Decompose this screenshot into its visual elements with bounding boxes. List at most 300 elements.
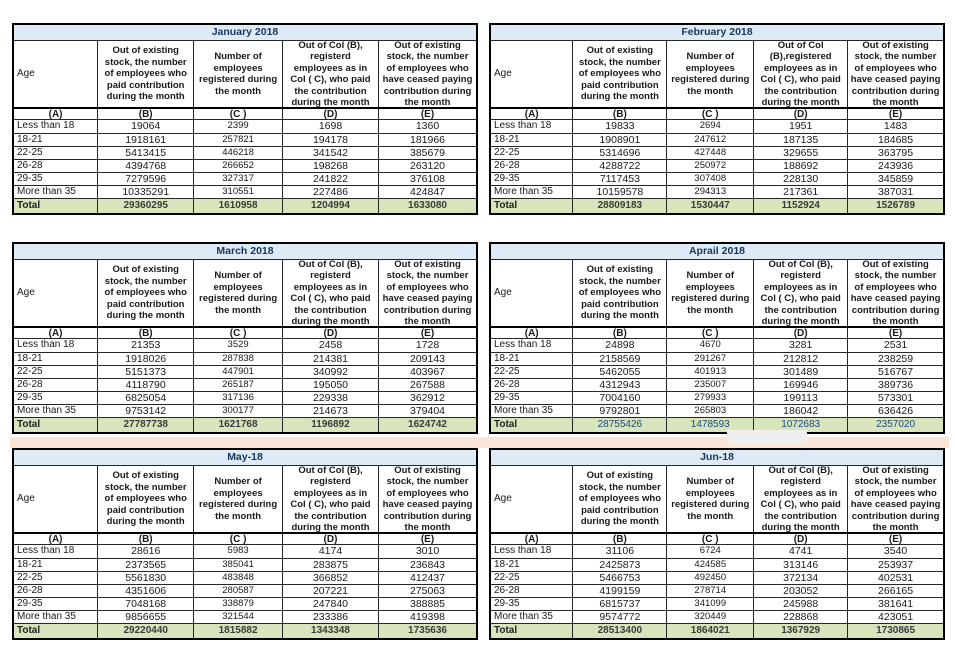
value-cell: 4174 <box>282 545 378 558</box>
value-cell: 203052 <box>753 585 847 597</box>
age-cell: 22-25 <box>494 147 520 158</box>
value-cell: 1918026 <box>97 353 193 365</box>
table-row-jan-feb <box>12 23 945 215</box>
column-header-cell: Out of Col (B), registerd employees as in Col ( C), who paid the contribution during the month <box>753 466 847 532</box>
value-cell: 424847 <box>378 186 476 198</box>
age-cell: Less than 18 <box>494 120 552 131</box>
value-cell: 2458 <box>282 339 378 352</box>
value-cell: 24898 <box>572 339 666 352</box>
data-row <box>14 172 476 185</box>
table-row-may-jun <box>12 448 945 640</box>
header-row <box>491 260 943 326</box>
header-row <box>491 466 943 532</box>
value-cell: 236843 <box>378 559 476 571</box>
total-value-cell: 1152924 <box>753 199 847 213</box>
age-cell: 29-35 <box>17 598 43 609</box>
age-cell: More than 35 <box>494 405 553 416</box>
value-cell: 573301 <box>847 392 943 404</box>
column-letter-cell: (C ) <box>193 328 282 338</box>
month-table <box>489 242 945 434</box>
total-row <box>491 623 943 638</box>
value-cell: 1908901 <box>572 134 666 146</box>
value-cell: 338879 <box>193 598 282 610</box>
value-cell: 402531 <box>847 572 943 584</box>
data-row <box>491 558 943 571</box>
age-cell: Less than 18 <box>494 545 552 556</box>
value-cell: 1698 <box>282 120 378 133</box>
age-header-cell: Age <box>17 287 35 299</box>
data-row <box>491 597 943 610</box>
value-cell: 7048168 <box>97 598 193 610</box>
column-letter-cell: (D) <box>753 328 847 338</box>
total-value-cell: 1196892 <box>282 418 378 432</box>
value-cell: 307408 <box>666 173 753 185</box>
age-cell: 22-25 <box>17 572 43 583</box>
value-cell: 287838 <box>193 353 282 365</box>
month-table <box>12 23 478 215</box>
value-cell: 4741 <box>753 545 847 558</box>
total-label-cell: Total <box>494 625 518 636</box>
value-cell: 403967 <box>378 366 476 378</box>
value-cell: 446218 <box>193 147 282 159</box>
value-cell: 265187 <box>193 379 282 391</box>
column-header-cell: Out of Col (B), registerd employees as in Col ( C), who paid the contribution during the month <box>753 260 847 326</box>
data-row <box>14 159 476 172</box>
value-cell: 257821 <box>193 134 282 146</box>
value-cell: 291267 <box>666 353 753 365</box>
value-cell: 9574772 <box>572 611 666 623</box>
value-cell: 7117453 <box>572 173 666 185</box>
column-header-cell: Out of Col (B), registerd employees as in Col ( C), who paid the contribution during the month <box>282 260 378 326</box>
value-cell: 2158569 <box>572 353 666 365</box>
value-cell: 1728 <box>378 339 476 352</box>
table-title: Aprail 2018 <box>491 244 943 260</box>
data-row <box>14 339 476 352</box>
value-cell: 327317 <box>193 173 282 185</box>
value-cell: 294313 <box>666 186 753 198</box>
data-row <box>14 133 476 146</box>
value-cell: 321544 <box>193 611 282 623</box>
value-cell: 310551 <box>193 186 282 198</box>
value-cell: 3529 <box>193 339 282 352</box>
table-title: March 2018 <box>14 244 476 260</box>
value-cell: 483848 <box>193 572 282 584</box>
value-cell: 2425873 <box>572 559 666 571</box>
value-cell: 2694 <box>666 120 753 133</box>
value-cell: 228868 <box>753 611 847 623</box>
value-cell: 4288722 <box>572 160 666 172</box>
value-cell: 1483 <box>847 120 943 133</box>
data-row <box>14 597 476 610</box>
value-cell: 376108 <box>378 173 476 185</box>
gray-artifact <box>727 430 807 444</box>
value-cell: 447901 <box>193 366 282 378</box>
column-letter-cell: (B) <box>97 109 193 119</box>
data-row <box>491 352 943 365</box>
month-table <box>489 23 945 215</box>
value-cell: 229338 <box>282 392 378 404</box>
value-cell: 424585 <box>666 559 753 571</box>
value-cell: 313146 <box>753 559 847 571</box>
data-row <box>491 571 943 584</box>
value-cell: 19064 <box>97 120 193 133</box>
value-cell: 198268 <box>282 160 378 172</box>
total-value-cell: 28513400 <box>572 624 666 638</box>
column-letter-cell: (E) <box>847 534 943 544</box>
value-cell: 28616 <box>97 545 193 558</box>
column-letter-cell: (C ) <box>666 328 753 338</box>
column-header-cell: Out of Col (B), registerd employees as in Col ( C), who paid the contribution during the month <box>282 41 378 107</box>
value-cell: 10159578 <box>572 186 666 198</box>
value-cell: 279933 <box>666 392 753 404</box>
value-cell: 4670 <box>666 339 753 352</box>
age-header-cell: Age <box>494 68 512 80</box>
column-header-cell: Out of existing stock, the number of employees who have ceased paying contribution during the month <box>378 466 476 532</box>
data-row <box>491 404 943 417</box>
total-value-cell: 1621768 <box>193 418 282 432</box>
column-header-cell: Out of existing stock, the number of employees who paid contribution during the month <box>572 466 666 532</box>
header-row <box>491 41 943 107</box>
value-cell: 186042 <box>753 405 847 417</box>
total-value-cell: 1072683 <box>753 418 847 432</box>
value-cell: 214381 <box>282 353 378 365</box>
total-row <box>491 198 943 213</box>
age-header-cell: Age <box>17 68 35 80</box>
column-header-cell: Out of existing stock, the number of employees who paid contribution during the month <box>572 260 666 326</box>
value-cell: 247840 <box>282 598 378 610</box>
value-cell: 320449 <box>666 611 753 623</box>
total-label-cell: Total <box>494 200 518 211</box>
value-cell: 4199159 <box>572 585 666 597</box>
table-title: Jun-18 <box>491 450 943 466</box>
column-header-cell: Out of existing stock, the number of employees who have ceased paying contribution during the month <box>378 41 476 107</box>
table-row-mar-apr <box>12 242 945 434</box>
age-cell: 29-35 <box>17 173 43 184</box>
value-cell: 412437 <box>378 572 476 584</box>
data-row <box>14 378 476 391</box>
value-cell: 233386 <box>282 611 378 623</box>
header-row <box>14 466 476 532</box>
total-value-cell: 1343348 <box>282 624 378 638</box>
value-cell: 1918161 <box>97 134 193 146</box>
value-cell: 235007 <box>666 379 753 391</box>
value-cell: 275063 <box>378 585 476 597</box>
data-row <box>14 352 476 365</box>
value-cell: 194178 <box>282 134 378 146</box>
age-cell: 18-21 <box>494 353 520 364</box>
value-cell: 280587 <box>193 585 282 597</box>
value-cell: 9792801 <box>572 405 666 417</box>
column-letter-cell: (A) <box>524 109 539 119</box>
value-cell: 387031 <box>847 186 943 198</box>
value-cell: 278714 <box>666 585 753 597</box>
column-letter-cell: (A) <box>524 328 539 338</box>
data-row <box>14 545 476 558</box>
value-cell: 207221 <box>282 585 378 597</box>
age-header-cell: Age <box>494 287 512 299</box>
value-cell: 214673 <box>282 405 378 417</box>
data-row <box>491 172 943 185</box>
value-cell: 6825054 <box>97 392 193 404</box>
value-cell: 2399 <box>193 120 282 133</box>
data-row <box>491 185 943 198</box>
value-cell: 263120 <box>378 160 476 172</box>
column-header-cell: Out of existing stock, the number of employees who have ceased paying contribution during the month <box>378 260 476 326</box>
value-cell: 181966 <box>378 134 476 146</box>
column-letter-cell: (E) <box>847 109 943 119</box>
column-letter-cell: (C ) <box>666 109 753 119</box>
value-cell: 5466753 <box>572 572 666 584</box>
value-cell: 341542 <box>282 147 378 159</box>
value-cell: 266165 <box>847 585 943 597</box>
value-cell: 6724 <box>666 545 753 558</box>
value-cell: 5983 <box>193 545 282 558</box>
value-cell: 7279596 <box>97 173 193 185</box>
column-letter-row <box>14 326 476 339</box>
value-cell: 195050 <box>282 379 378 391</box>
value-cell: 188692 <box>753 160 847 172</box>
value-cell: 241822 <box>282 173 378 185</box>
column-letter-cell: (D) <box>282 328 378 338</box>
total-value-cell: 29220440 <box>97 624 193 638</box>
value-cell: 372134 <box>753 572 847 584</box>
column-header-cell: Out of existing stock, the number of employees who paid contribution during the month <box>572 41 666 107</box>
data-row <box>491 133 943 146</box>
total-value-cell: 1478593 <box>666 418 753 432</box>
age-cell: 22-25 <box>494 366 520 377</box>
column-header-cell: Number of employees registered during the month <box>666 466 753 532</box>
total-label-cell: Total <box>17 625 41 636</box>
value-cell: 385041 <box>193 559 282 571</box>
data-row <box>491 378 943 391</box>
value-cell: 266652 <box>193 160 282 172</box>
value-cell: 427448 <box>666 147 753 159</box>
value-cell: 329655 <box>753 147 847 159</box>
age-cell: 26-28 <box>17 160 43 171</box>
total-value-cell: 1633080 <box>378 199 476 213</box>
value-cell: 21353 <box>97 339 193 352</box>
column-header-cell: Number of employees registered during the month <box>666 41 753 107</box>
age-cell: More than 35 <box>17 611 76 622</box>
value-cell: 401913 <box>666 366 753 378</box>
data-row <box>14 391 476 404</box>
total-row <box>14 623 476 638</box>
age-cell: 18-21 <box>494 134 520 145</box>
value-cell: 385679 <box>378 147 476 159</box>
age-cell: 18-21 <box>17 353 43 364</box>
data-row <box>14 404 476 417</box>
value-cell: 10335291 <box>97 186 193 198</box>
value-cell: 199113 <box>753 392 847 404</box>
column-letter-cell: (B) <box>572 328 666 338</box>
total-value-cell: 2357020 <box>847 418 943 432</box>
value-cell: 187135 <box>753 134 847 146</box>
value-cell: 4394768 <box>97 160 193 172</box>
value-cell: 253937 <box>847 559 943 571</box>
column-header-cell: Out of existing stock, the number of employees who have ceased paying contribution during the month <box>847 260 943 326</box>
value-cell: 212812 <box>753 353 847 365</box>
age-cell: 26-28 <box>494 379 520 390</box>
column-letter-cell: (B) <box>572 109 666 119</box>
value-cell: 209143 <box>378 353 476 365</box>
data-row <box>491 610 943 623</box>
value-cell: 2531 <box>847 339 943 352</box>
value-cell: 3281 <box>753 339 847 352</box>
value-cell: 3010 <box>378 545 476 558</box>
column-letter-cell: (B) <box>97 534 193 544</box>
value-cell: 492450 <box>666 572 753 584</box>
column-letter-row <box>491 107 943 120</box>
column-letter-cell: (A) <box>48 109 63 119</box>
age-cell: 22-25 <box>17 366 43 377</box>
value-cell: 423051 <box>847 611 943 623</box>
data-row <box>14 584 476 597</box>
total-value-cell: 1730865 <box>847 624 943 638</box>
data-row <box>491 159 943 172</box>
data-row <box>491 545 943 558</box>
total-row <box>491 417 943 432</box>
age-cell: 26-28 <box>17 585 43 596</box>
column-header-cell: Out of existing stock, the number of employees who have ceased paying contribution during the month <box>847 41 943 107</box>
data-row <box>491 365 943 378</box>
table-title: May-18 <box>14 450 476 466</box>
data-row <box>14 610 476 623</box>
age-cell: 26-28 <box>494 160 520 171</box>
value-cell: 5413415 <box>97 147 193 159</box>
value-cell: 4118790 <box>97 379 193 391</box>
total-label-cell: Total <box>17 419 41 430</box>
data-row <box>491 391 943 404</box>
value-cell: 363795 <box>847 147 943 159</box>
value-cell: 19833 <box>572 120 666 133</box>
age-cell: More than 35 <box>17 405 76 416</box>
value-cell: 4351606 <box>97 585 193 597</box>
column-letter-cell: (B) <box>572 534 666 544</box>
column-header-cell: Out of Col (B), registerd employees as in Col ( C), who paid the contribution during the month <box>282 466 378 532</box>
total-value-cell: 27787738 <box>97 418 193 432</box>
column-letter-cell: (C ) <box>193 109 282 119</box>
column-header-cell: Number of employees registered during the month <box>193 41 282 107</box>
table-title: February 2018 <box>491 25 943 41</box>
header-row <box>14 260 476 326</box>
column-header-cell: Number of employees registered during the month <box>666 260 753 326</box>
value-cell: 247612 <box>666 134 753 146</box>
column-letter-cell: (E) <box>378 109 476 119</box>
total-row <box>14 417 476 432</box>
value-cell: 301489 <box>753 366 847 378</box>
column-letter-row <box>14 107 476 120</box>
age-cell: 22-25 <box>494 572 520 583</box>
column-header-cell: Out of existing stock, the number of employees who paid contribution during the month <box>97 260 193 326</box>
column-header-cell: Out of Col (B),registered employees as in Col ( C), who paid the contribution during the month <box>753 41 847 107</box>
value-cell: 1951 <box>753 120 847 133</box>
age-cell: Less than 18 <box>17 339 75 350</box>
total-value-cell: 1610958 <box>193 199 282 213</box>
value-cell: 245988 <box>753 598 847 610</box>
header-row <box>14 41 476 107</box>
data-row <box>491 146 943 159</box>
column-letter-cell: (E) <box>378 534 476 544</box>
column-letter-row <box>14 532 476 545</box>
age-cell: 26-28 <box>17 379 43 390</box>
age-cell: 29-35 <box>494 173 520 184</box>
data-row <box>14 571 476 584</box>
total-value-cell: 1624742 <box>378 418 476 432</box>
age-cell: 29-35 <box>17 392 43 403</box>
column-letter-row <box>491 326 943 339</box>
month-table <box>12 448 478 640</box>
value-cell: 9856655 <box>97 611 193 623</box>
age-cell: 18-21 <box>17 559 43 570</box>
age-cell: Less than 18 <box>17 545 75 556</box>
total-value-cell: 1204994 <box>282 199 378 213</box>
column-letter-cell: (B) <box>97 328 193 338</box>
value-cell: 1360 <box>378 120 476 133</box>
data-row <box>491 339 943 352</box>
data-row <box>14 120 476 133</box>
column-letter-cell: (C ) <box>193 534 282 544</box>
value-cell: 341099 <box>666 598 753 610</box>
value-cell: 345859 <box>847 173 943 185</box>
value-cell: 238259 <box>847 353 943 365</box>
column-letter-cell: (D) <box>753 109 847 119</box>
value-cell: 5561830 <box>97 572 193 584</box>
value-cell: 184685 <box>847 134 943 146</box>
total-value-cell: 1864021 <box>666 624 753 638</box>
total-label-cell: Total <box>494 419 518 430</box>
age-cell: 29-35 <box>494 392 520 403</box>
age-cell: Less than 18 <box>494 339 552 350</box>
total-value-cell: 28755426 <box>572 418 666 432</box>
value-cell: 362912 <box>378 392 476 404</box>
value-cell: 5151373 <box>97 366 193 378</box>
value-cell: 217361 <box>753 186 847 198</box>
peach-band <box>10 437 949 448</box>
value-cell: 636426 <box>847 405 943 417</box>
data-row <box>14 365 476 378</box>
age-cell: Less than 18 <box>17 120 75 131</box>
value-cell: 317136 <box>193 392 282 404</box>
column-letter-cell: (A) <box>48 328 63 338</box>
data-row <box>491 120 943 133</box>
value-cell: 516767 <box>847 366 943 378</box>
total-row <box>14 198 476 213</box>
total-value-cell: 1735636 <box>378 624 476 638</box>
value-cell: 267588 <box>378 379 476 391</box>
data-row <box>14 185 476 198</box>
value-cell: 3540 <box>847 545 943 558</box>
age-cell: 18-21 <box>494 559 520 570</box>
month-table <box>12 242 478 434</box>
value-cell: 4312943 <box>572 379 666 391</box>
column-header-cell: Number of employees registered during the month <box>193 466 282 532</box>
value-cell: 389736 <box>847 379 943 391</box>
total-value-cell: 1526789 <box>847 199 943 213</box>
value-cell: 250972 <box>666 160 753 172</box>
month-table <box>489 448 945 640</box>
value-cell: 419398 <box>378 611 476 623</box>
value-cell: 7004160 <box>572 392 666 404</box>
value-cell: 9753142 <box>97 405 193 417</box>
column-header-cell: Number of employees registered during the month <box>193 260 282 326</box>
data-row <box>14 146 476 159</box>
column-letter-cell: (A) <box>524 534 539 544</box>
value-cell: 169946 <box>753 379 847 391</box>
age-cell: More than 35 <box>494 611 553 622</box>
column-letter-cell: (D) <box>282 109 378 119</box>
column-letter-cell: (A) <box>48 534 63 544</box>
column-header-cell: Out of existing stock, the number of employees who paid contribution during the month <box>97 466 193 532</box>
